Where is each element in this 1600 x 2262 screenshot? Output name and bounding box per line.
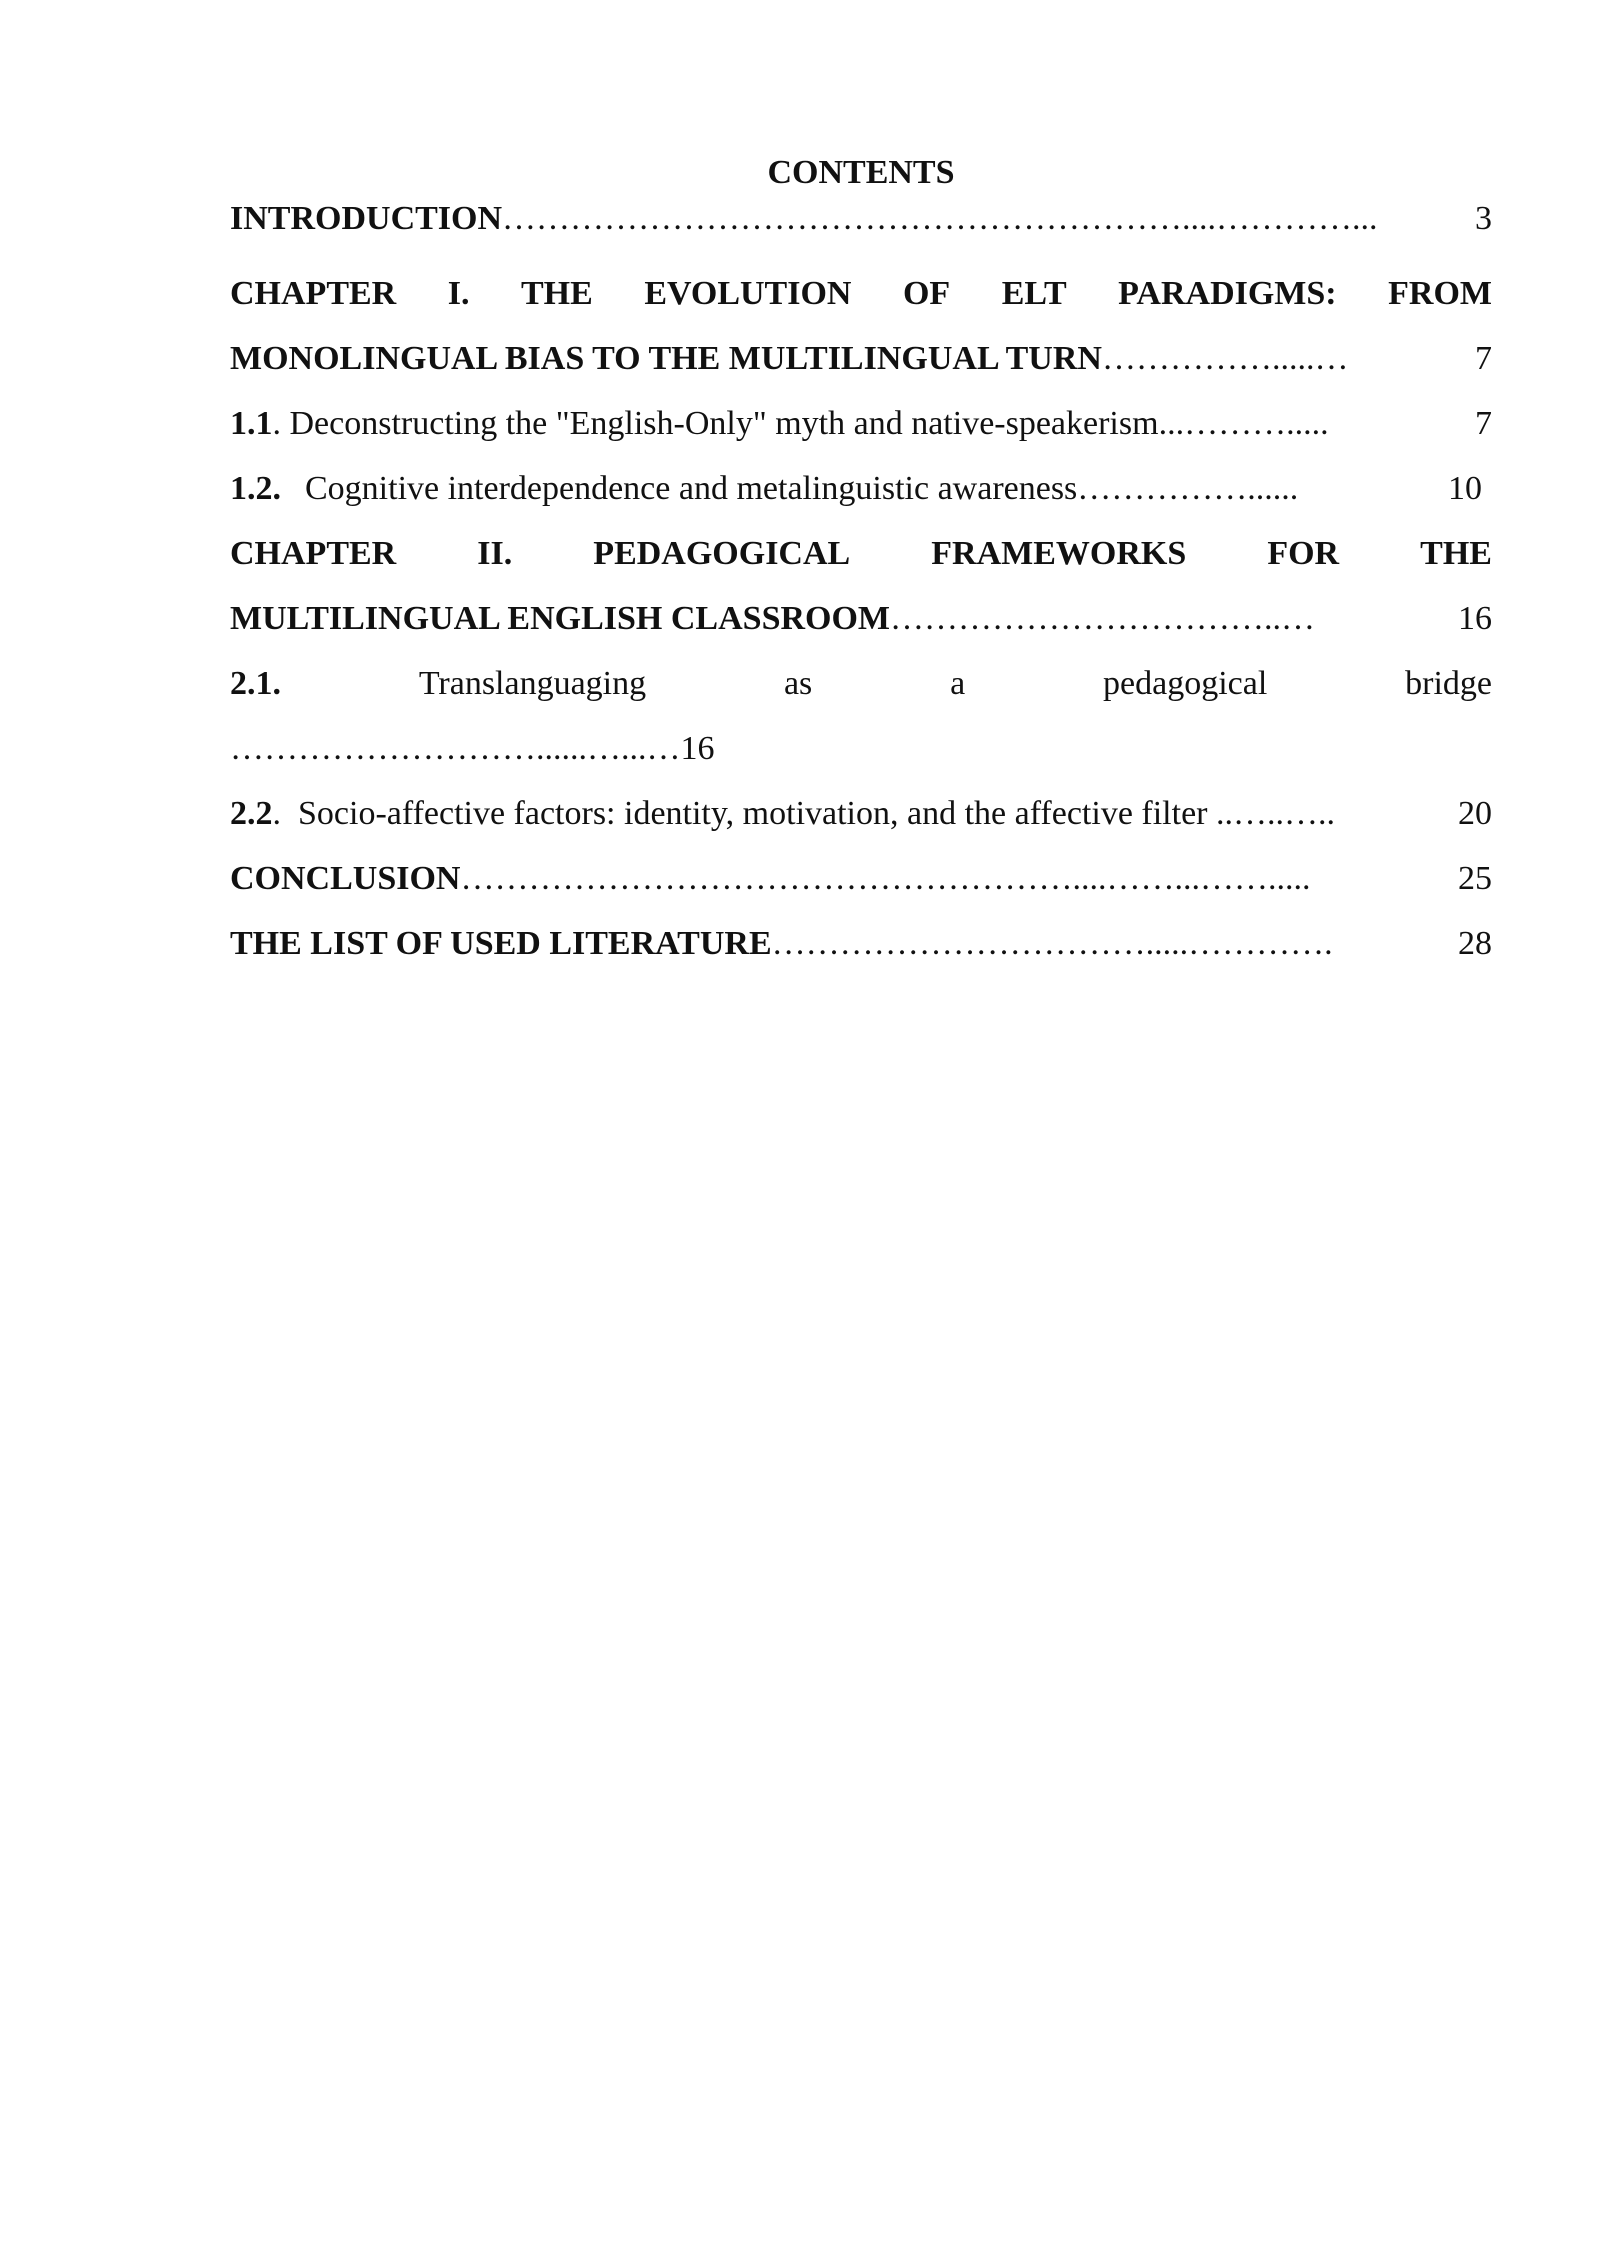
page-number: 7 <box>1475 405 1492 442</box>
section-title: . Socio-affective factors: identity, motivation, and the affective filter <box>272 795 1216 832</box>
word: PARADIGMS: <box>1118 275 1337 312</box>
dot-leader: ………………………......…...… <box>230 730 681 767</box>
entry-title: MONOLINGUAL BIAS TO THE MULTILINGUAL TURN <box>230 340 1102 377</box>
entry-title: MULTILINGUAL ENGLISH CLASSROOM <box>230 600 891 637</box>
toc-entry-section-2-1-line2[interactable] <box>230 716 1492 781</box>
word: ELT <box>1001 275 1067 312</box>
entry-title: CONCLUSION <box>230 860 461 897</box>
word: Translanguaging <box>418 665 647 702</box>
toc-entry-section-2-1-line1[interactable] <box>230 651 1492 716</box>
dot-leader: ..…..….. <box>1215 795 1335 832</box>
page-number: 16 <box>680 730 715 767</box>
toc-entry-conclusion[interactable] <box>230 846 1492 911</box>
toc-entry-literature[interactable] <box>230 911 1492 976</box>
dot-leader: ...………..... <box>1158 405 1329 442</box>
word: FOR <box>1267 535 1340 572</box>
word: CHAPTER <box>230 535 397 572</box>
toc-entry-section-1-2[interactable] <box>230 456 1492 521</box>
word: FROM <box>1388 275 1492 312</box>
toc-entry-chapter-2-line2[interactable] <box>230 586 1492 651</box>
toc-entry-introduction[interactable] <box>230 196 1492 242</box>
contents-heading: CONTENTS <box>767 154 955 191</box>
page-number: 7 <box>1475 340 1492 377</box>
word: CHAPTER <box>230 275 397 312</box>
dot-leader: …………….....… <box>1101 340 1349 377</box>
section-title: . Deconstructing the "English-Only" myth and native-speakerism <box>272 405 1159 442</box>
page-number: 16 <box>1458 600 1492 637</box>
dot-leader: ………………………………………………....……...……..... <box>460 860 1311 897</box>
table-of-contents <box>230 150 1492 976</box>
toc-entry-chapter-1-line1[interactable] <box>230 261 1492 326</box>
word: a <box>950 665 966 702</box>
section-number: 1.2. <box>230 470 281 507</box>
page-number: 3 <box>1475 200 1492 237</box>
page-number: 25 <box>1458 860 1492 897</box>
section-title: Cognitive interdependence and metalinguistic awareness <box>305 470 1078 507</box>
section-number: 2.1. <box>230 665 281 702</box>
toc-entry-chapter-1-line2[interactable] <box>230 326 1492 391</box>
word: THE <box>1420 535 1492 572</box>
dot-leader: ……………...... <box>1077 470 1299 507</box>
toc-entry-chapter-2-line1[interactable] <box>230 521 1492 586</box>
page-number: 28 <box>1458 925 1492 962</box>
section-number: 1.1 <box>230 405 273 442</box>
entry-title <box>230 456 1077 521</box>
section-number: 2.2 <box>230 795 273 832</box>
word: THE <box>521 275 593 312</box>
word: I. <box>447 275 470 312</box>
word: PEDAGOGICAL <box>593 535 851 572</box>
word: OF <box>902 275 951 312</box>
page-number: 10 <box>1448 470 1482 507</box>
entry-title <box>230 391 1159 456</box>
entry-title: THE LIST OF USED LITERATURE <box>230 925 772 962</box>
dot-leader: ……………………………..… <box>890 600 1316 637</box>
word: FRAMEWORKS <box>931 535 1187 572</box>
dot-leader: ……………………………………………………....…………... <box>502 200 1378 237</box>
entry-title: INTRODUCTION <box>230 200 503 237</box>
page-number: 20 <box>1458 795 1492 832</box>
word: II. <box>477 535 513 572</box>
toc-entry-section-1-1[interactable] <box>230 391 1492 456</box>
word: EVOLUTION <box>644 275 852 312</box>
dot-leader: …………………………….....…………. <box>771 925 1333 962</box>
word: bridge <box>1405 665 1492 702</box>
toc-entry-section-2-2[interactable] <box>230 781 1492 846</box>
word: as <box>783 665 813 702</box>
entry-title <box>230 781 1216 846</box>
word: pedagogical <box>1103 665 1268 702</box>
